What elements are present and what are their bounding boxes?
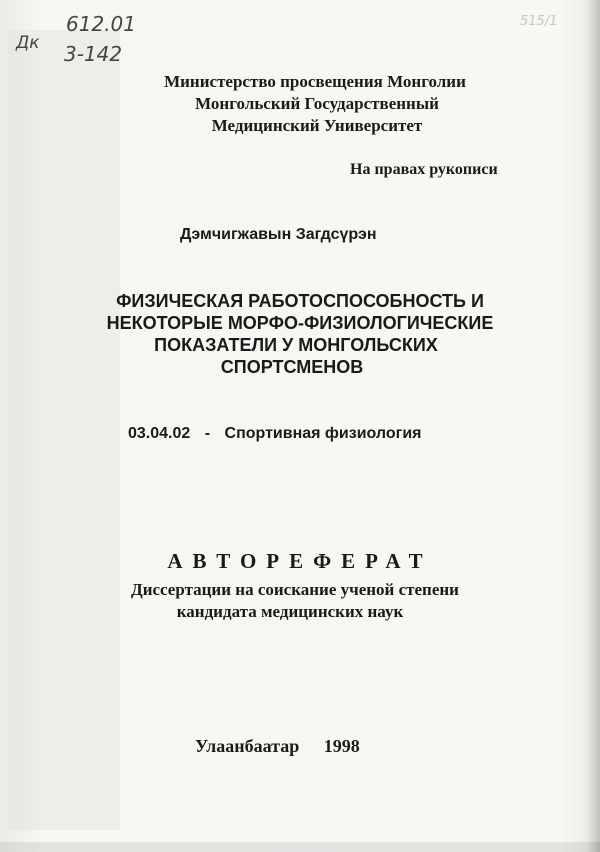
title-line-1: ФИЗИЧЕСКАЯ РАБОТОСПОСОБНОСТЬ И xyxy=(116,291,484,311)
specialty-name: Спортивная физиология xyxy=(224,425,422,442)
handwritten-number: 3-142 xyxy=(64,42,123,66)
ministry-name: Министерство просвещения Монголии xyxy=(164,72,466,91)
year: 1998 xyxy=(323,736,360,756)
abstract-heading: АВТОРЕФЕРАТ xyxy=(167,549,433,573)
title-line-4: СПОРТСМЕНОВ xyxy=(220,357,364,377)
handwritten-prefix: Дк xyxy=(16,33,40,53)
abstract-line-2: кандидата медицинских наук xyxy=(176,602,404,621)
handwritten-faint-mark: 515/1 xyxy=(520,14,558,29)
author-name: Дэмчигжавын Загдсүрэн xyxy=(180,226,377,243)
specialty-code: 03.04.02 xyxy=(128,425,191,442)
scan-bottom-edge xyxy=(0,842,600,852)
scan-shadow-strip xyxy=(8,30,123,830)
specialty xyxy=(128,425,421,443)
footer-place-year xyxy=(195,736,360,757)
specialty-separator: - xyxy=(204,425,211,442)
university-line-1: Монгольский Государственный xyxy=(195,94,439,113)
university-line-2: Медицинский Университет xyxy=(211,116,423,135)
city-name: Улаанбаатар xyxy=(195,736,300,756)
handwritten-code: 612.01 xyxy=(66,12,136,36)
title-line-2: НЕКОТОРЫЕ МОРФО-ФИЗИОЛОГИЧЕСКИЕ xyxy=(106,313,494,333)
rights-note: На правах рукописи xyxy=(350,161,498,178)
title-line-3: ПОКАЗАТЕЛИ У МОНГОЛЬСКИХ xyxy=(154,335,438,355)
abstract-line-1: Диссертации на соискание ученой степени xyxy=(131,580,459,599)
